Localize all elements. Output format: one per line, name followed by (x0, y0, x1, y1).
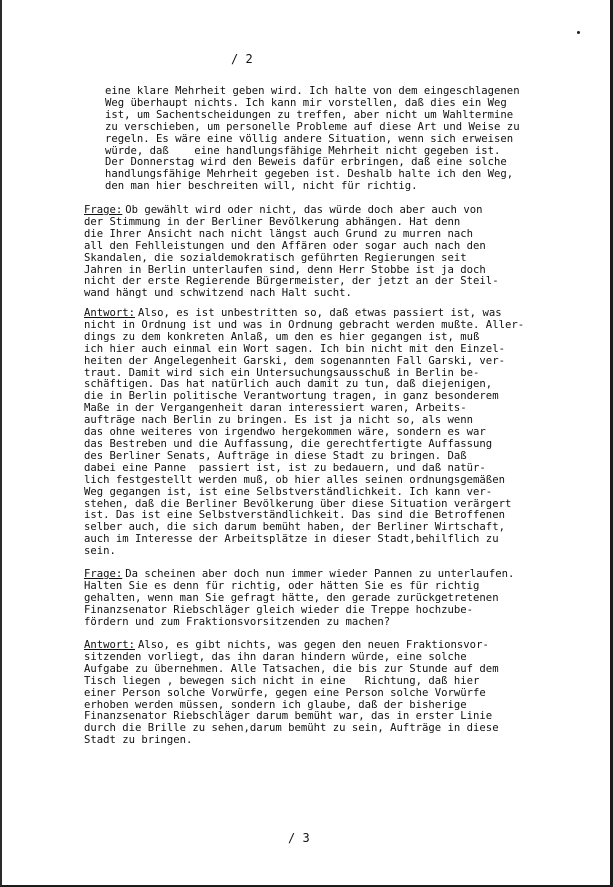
answer-text-body (84, 639, 499, 746)
question-text (84, 205, 499, 300)
first-line: Also, es gibt nichts, was gegen den neuen Fraktionsvor- (138, 639, 489, 651)
answer-text (84, 308, 524, 558)
question-text-body (84, 568, 514, 628)
answer-label: Antwort: (84, 639, 136, 651)
page-reference-top: / 2 (231, 52, 253, 66)
question-label: Frage: (84, 204, 123, 216)
question-label: Frage: (84, 568, 123, 580)
answer-text-body (84, 307, 524, 557)
answer-text (84, 640, 499, 747)
intro-paragraph: eine klare Mehrheit geben wird. Ich halte von dem eingeschlagenen Weg überhaupt nichts. Ich kann mir vorstellen, daß dies ein Weg ist, um Sachentscheidungen zu treffen, aber nicht um Wahltermine zu verschieben, um personelle Probleme auf diese Art und Weise zu regeln. Es wäre eine völlig andere Situation, wenn sich erweisen würde, daß eine handlungsfähige Mehrheit nicht gegeben ist. Der Donnerstag wird den Beweis dafür erbringen, daß eine solche handlungsfähige Mehrheit gegeben ist. Deshalb halte ich den Weg, den man hier beschreiten will, nicht für richtig. (105, 85, 520, 193)
scan-speck (577, 31, 580, 34)
first-line: Also, es ist unbestritten so, daß etwas passiert ist, was (138, 307, 502, 319)
continuation-lines: sitzenden vorliegt, das ihn daran hindern würde, eine solche Aufgabe zu übernehmen. Alle Tatsachen, die bis zur Stunde auf dem Tisch liegen , bewegen sich nicht in eine Richtung, daß hier einer Person solche Vorwürfe, gegen eine Person solche Vorwürfe erhoben werden müssen, sondern ich glaube, daß der bisherige Finanzsenator Riebschläger darum bemüht war, das in erster Linie durch die Brille zu sehen,darum bemüht zu sein, Aufträge in diese Stadt zu bringen. (84, 650, 499, 747)
continuation-lines: Halten Sie es denn für richtig, oder hätten Sie es für richtig gehalten, wenn man Sie gefragt hätte, den gerade zurückgetretenen Finanzsenator Riebschläger gleich wieder die Treppe hochzube- fördern und zum Fraktionsvorsitzenden zu machen? (84, 579, 499, 628)
question-text (84, 569, 514, 629)
page-reference-bottom: / 3 (288, 831, 310, 845)
first-line: Da scheinen aber doch nun immer wieder Pannen zu unterlaufen. (125, 568, 515, 580)
answer-label: Antwort: (84, 307, 136, 319)
question-text-body (84, 204, 499, 299)
first-line: Ob gewählt wird oder nicht, das würde doch aber auch von (125, 204, 483, 216)
continuation-lines: nicht in Ordnung ist und was in Ordnung gebracht werden mußte. Aller- dings zu dem konkreten Anlaß, um den es hier gegangen ist, muß ich hier auch einmal ein Wort sagen. Ich bin nicht mit den Einzel- heiten der Angelegenheit Garski, dem sogenannten Fall Garski, ver- traut. Damit wird sich ein Untersuchungsausschuß in Berlin be- schäftigen. Das hat natürlich auch damit zu tun, daß diejenigen, die in Berlin politische Verantwortung tragen, in ganz besonderem Maße in der Vergangenheit daran interessiert waren, Arbeits- aufträge nach Berlin zu bringen. Es ist ja nicht so, als wenn das ohne weiteres von irgendwo hergekommen wäre, sondern es war das Bestreben und die Auffassung, die gerechtfertigte Auffassung des Berliner Senats, Aufträge in diese Stadt zu bringen. Daß dabei eine Panne passiert ist, ist zu bedauern, und daß natür- lich festgestellt werden muß, ob hier alles seinen ordnungsgemäßen Weg gegangen ist, ist eine Selbstverständlichkeit. Ich kann ver- stehen, daß die Berliner Bevölkerung über diese Situation verärgert ist. Das ist eine Selbstverständlichkeit. Das sind die Betroffenen selber auch, die sich darum bemüht haben, der Berliner Wirtschaft, auch im Interesse der Arbeitsplätze in dieser Stadt,behilflich zu sein. (84, 318, 525, 558)
continuation-lines: der Stimmung in der Berliner Bevölkerung abhängen. Hat denn die Ihrer Ansicht nach nicht längst auch Grund zu murren nach all den Fehlleistungen und den Affären oder sogar auch nach den Skandalen, die sozialdemokratisch geführten Regierungen seit Jahren in Berlin unterlaufen sind, denn Herr Stobbe ist ja doch nicht der erste Regierende Bürgermeister, der jetzt an der Steil- wand hängt und schwitzend nach Halt sucht. (84, 215, 499, 300)
